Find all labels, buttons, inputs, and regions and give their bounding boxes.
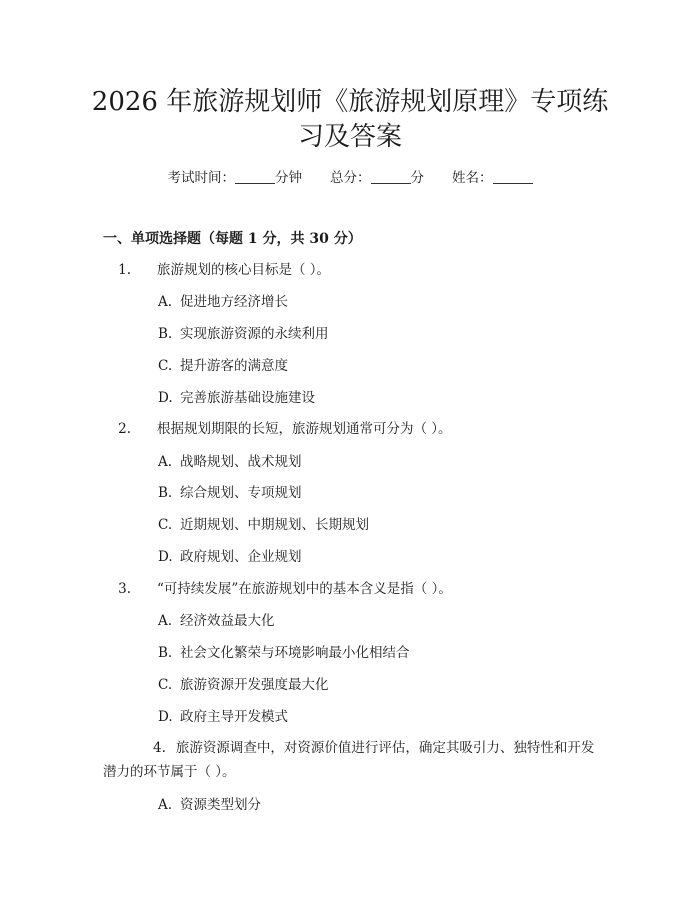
question-4 bbox=[103, 736, 603, 784]
option-letter: A. bbox=[158, 797, 173, 813]
option-letter: C. bbox=[158, 358, 173, 374]
option-text: 政府主导开发模式 bbox=[180, 709, 288, 725]
option-2d bbox=[158, 547, 302, 567]
total-score-label: 总分： bbox=[330, 170, 371, 186]
option-text: 促进地方经济增长 bbox=[180, 294, 288, 310]
section-heading: 一、单项选择题（每题 1 分，共 30 分） bbox=[103, 231, 362, 247]
option-letter: A. bbox=[158, 294, 173, 310]
option-text: 旅游资源开发强度最大化 bbox=[180, 677, 329, 693]
option-letter: D. bbox=[158, 549, 173, 565]
option-2a bbox=[158, 452, 302, 472]
option-text: 综合规划、专项规划 bbox=[180, 485, 302, 501]
question-text: 根据规划期限的长短，旅游规划通常可分为（ ）。 bbox=[157, 421, 452, 437]
question-text: 旅游规划的核心目标是（ ）。 bbox=[157, 262, 331, 278]
option-3d bbox=[158, 707, 288, 727]
option-letter: A. bbox=[158, 613, 173, 629]
question-number: 2. bbox=[118, 421, 131, 437]
question-number: 1. bbox=[118, 262, 131, 278]
option-text: 近期规划、中期规划、长期规划 bbox=[180, 517, 369, 533]
total-score-unit: 分 bbox=[410, 170, 424, 186]
option-text: 社会文化繁荣与环境影响最小化相结合 bbox=[180, 645, 410, 661]
option-1d bbox=[158, 388, 315, 408]
option-letter: D. bbox=[158, 390, 173, 406]
question-text: 旅游资源调查中，对资源价值进行评估，确定其吸引力、独特性和开发潜力的环节属于（ ）。 bbox=[103, 740, 595, 780]
total-score-blank bbox=[371, 169, 411, 184]
option-letter: B. bbox=[158, 326, 173, 342]
question-text: “可持续发展”在旅游规划中的基本含义是指（ ）。 bbox=[157, 581, 452, 597]
option-2b bbox=[158, 483, 302, 503]
total-score bbox=[330, 170, 424, 186]
exam-time bbox=[168, 170, 303, 186]
option-letter: B. bbox=[158, 485, 173, 501]
question-number: 3. bbox=[118, 581, 131, 597]
page-title-continued: 习及答案 bbox=[297, 122, 402, 152]
option-letter: C. bbox=[158, 517, 173, 533]
exam-time-unit: 分钟 bbox=[275, 170, 302, 186]
option-text: 资源类型划分 bbox=[180, 797, 261, 813]
option-text: 战略规划、战术规划 bbox=[180, 454, 302, 470]
option-text: 实现旅游资源的永续利用 bbox=[180, 326, 329, 342]
exam-meta bbox=[0, 168, 700, 188]
option-2c bbox=[158, 515, 369, 535]
student-name-label: 姓名： bbox=[452, 170, 493, 186]
option-text: 完善旅游基础设施建设 bbox=[180, 390, 315, 406]
page-title: 2026 年旅游规划师《旅游规划原理》专项练 bbox=[91, 87, 609, 117]
question-3 bbox=[103, 578, 603, 600]
option-1b bbox=[158, 324, 329, 344]
option-letter: C. bbox=[158, 677, 173, 693]
question-2 bbox=[103, 418, 603, 440]
option-letter: B. bbox=[158, 645, 173, 661]
option-3b bbox=[158, 643, 410, 663]
exam-time-blank bbox=[235, 169, 275, 184]
option-letter: D. bbox=[158, 709, 173, 725]
option-1c bbox=[158, 356, 288, 376]
exam-time-label: 考试时间： bbox=[167, 170, 235, 186]
question-number: 4. bbox=[153, 740, 166, 756]
option-text: 经济效益最大化 bbox=[180, 613, 275, 629]
option-text: 政府规划、企业规划 bbox=[180, 549, 302, 565]
option-letter: A. bbox=[158, 454, 173, 470]
question-1 bbox=[103, 259, 603, 281]
student-name bbox=[452, 170, 533, 186]
option-3c bbox=[158, 675, 329, 695]
option-3a bbox=[158, 611, 275, 631]
student-name-blank bbox=[493, 169, 533, 184]
option-4a bbox=[158, 795, 261, 815]
option-1a bbox=[158, 292, 288, 312]
option-text: 提升游客的满意度 bbox=[180, 358, 288, 374]
